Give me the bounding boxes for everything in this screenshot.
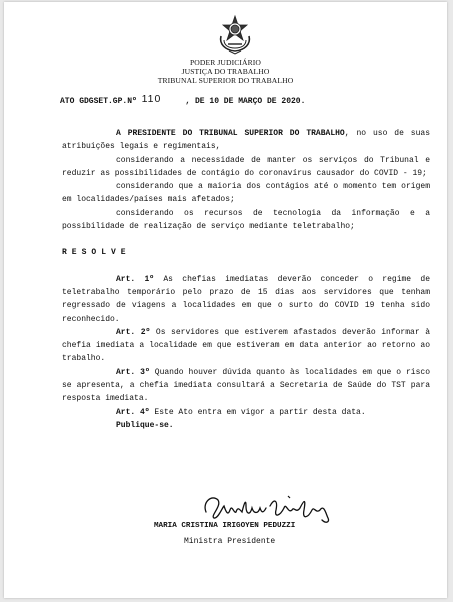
article-text: Os servidores que estiverem afastados deverão informar à chefia imediata a localidade em que estiveram em data anterior ao retorno ao trabalho.: [62, 327, 430, 364]
header-line-tribunal: TRIBUNAL SUPERIOR DO TRABALHO: [157, 76, 294, 85]
institution-header: [4, 58, 447, 85]
closing-publique: Publique-se.: [116, 420, 174, 430]
header-line-justica: JUSTIÇA DO TRABALHO: [181, 67, 270, 76]
act-number: 110: [141, 93, 162, 105]
article-3: [62, 366, 430, 406]
act-body: [62, 127, 430, 432]
resolve-heading: RESOLVE: [62, 248, 131, 258]
article-1: [62, 273, 430, 326]
article-label: Art. 2º: [116, 327, 151, 337]
article-4: [62, 406, 430, 419]
handwritten-signature: [200, 488, 350, 524]
preamble-rest: , no uso de suas atribuições legais e regimentais,: [62, 129, 431, 152]
authority-title: A PRESIDENTE DO TRIBUNAL SUPERIOR DO TRABALHO: [116, 129, 345, 138]
article-label: Art. 1º: [116, 274, 155, 284]
act-title: [60, 94, 305, 106]
article-2: [62, 326, 430, 366]
article-label: Art. 3º: [116, 367, 150, 377]
preamble-paragraph: [62, 127, 430, 154]
considering-1: considerando a necessidade de manter os serviços do Tribunal e reduzir as possibilidades de contágio do coronavírus causador do COVID - 19;: [62, 155, 430, 178]
act-date: , DE 10 DE MARÇO DE 2020.: [185, 97, 306, 106]
signer-role: Ministra Presidente: [184, 537, 276, 546]
header-line-poder: PODER JUDICIÁRIO: [189, 58, 261, 67]
signer-name: MARIA CRISTINA IRIGOYEN PEDUZZI: [154, 522, 296, 530]
act-prefix: ATO GDGSET.GP.Nº: [60, 97, 137, 106]
document-page: [4, 2, 447, 598]
article-text: Quando houver dúvida quanto às localidades em que o risco se apresenta, a chefia imediata consultará a Secretaria de Saúde do TST para resposta imediata.: [62, 367, 431, 404]
article-text: Este Ato entra em vigor a partir desta data.: [149, 407, 366, 417]
considering-2: considerando que a maioria dos contágios até o momento tem origem em localidades/países mais afetados;: [62, 182, 430, 205]
article-text: As chefias imediatas deverão conceder o regime de teletrabalho temporário pelo prazo de 15 dias aos servidores que tenham regressado de viagens a localidades em que o surto do COVID 19 tenha sido reconhecido.: [62, 274, 430, 324]
brazil-coat-of-arms-icon: [217, 14, 253, 56]
considering-3: considerando os recursos de tecnologia da informação e a possibilidade de realização de serviço mediante teletrabalho;: [62, 208, 430, 232]
article-label: Art. 4º: [116, 407, 150, 417]
